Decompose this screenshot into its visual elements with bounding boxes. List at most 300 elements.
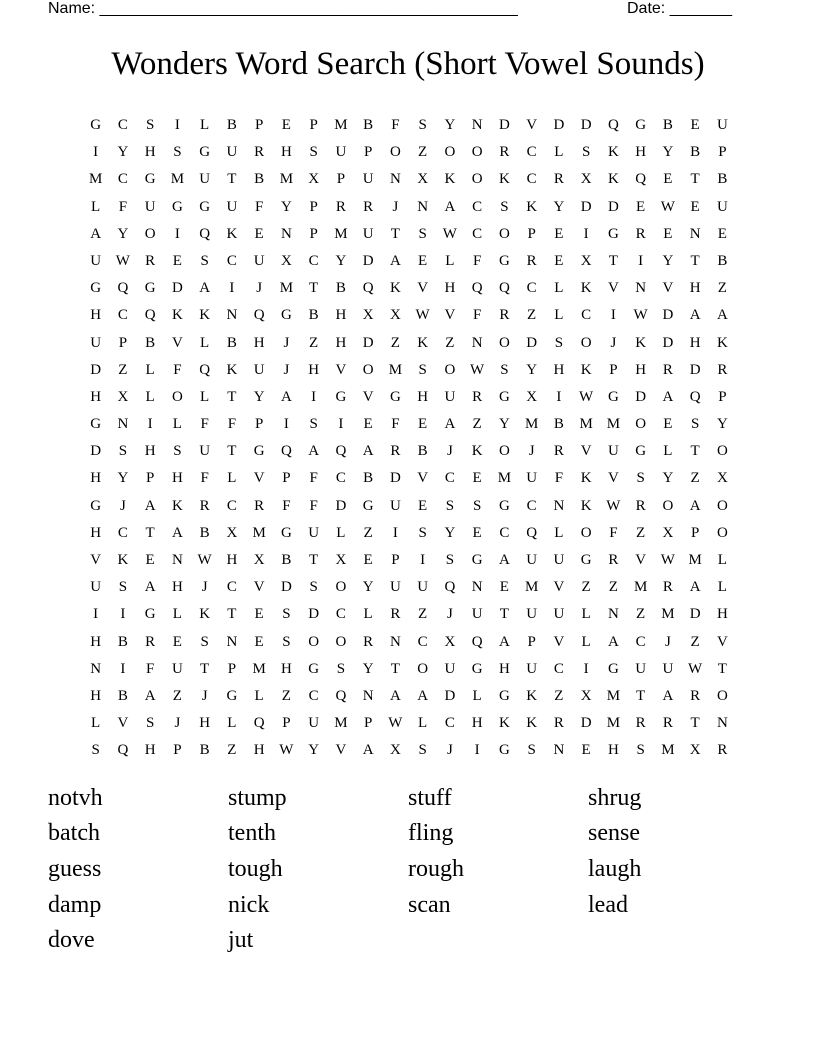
grid-letter: G [607,660,619,677]
grid-letter: G [144,171,156,188]
grid-letter: C [308,252,319,269]
grid-letter: C [472,225,483,242]
grid-letter: U [471,606,483,623]
grid-letter: V [607,470,619,487]
grid-letter: B [254,171,265,188]
grid-letter: G [90,497,102,514]
grid-letter: O [444,361,456,378]
grid-letter: M [334,117,348,133]
word-list-row [48,922,768,958]
grid-letter: K [498,171,510,188]
grid-letter: I [93,144,99,161]
grid-letter: I [583,660,589,677]
grid-letter: K [171,497,183,514]
grid-letter: G [607,225,619,242]
grid-letter: P [336,171,346,188]
grid-letter: H [635,144,647,161]
grid-letter: C [526,280,537,297]
grid-letter: Y [117,470,129,487]
grid-letter: U [335,144,347,161]
grid-letter: E [717,225,727,242]
grid-letter: M [252,524,266,541]
grid-letter: R [553,171,564,188]
grid-letter: W [197,552,212,568]
grid-row [82,112,738,139]
word-list-item: nick [228,891,270,918]
grid-letter: U [389,497,401,514]
grid-letter: Y [662,144,674,161]
grid-letter: Z [527,307,537,324]
grid-letter: K [171,307,183,324]
word-list-item: batch [48,820,100,847]
grid-row [82,384,738,411]
grid-letter: Q [362,280,374,297]
grid-letter: X [362,307,374,324]
grid-letter: E [145,552,155,568]
grid-letter: T [690,443,700,460]
grid-letter: U [553,606,565,623]
word-list-item: laugh [588,855,642,882]
grid-letter: Q [498,280,510,297]
grid-row [82,166,738,193]
grid-letter: N [553,742,565,759]
grid-row [82,302,738,329]
grid-letter: J [119,497,126,514]
page-title: Wonders Word Search (Short Vowel Sounds) [111,46,705,82]
grid-letter: Q [526,524,538,541]
grid-letter: V [580,443,592,460]
grid-letter: H [226,552,238,568]
grid-letter: S [118,579,128,596]
grid-letter: Q [635,171,647,188]
grid-letter: K [607,171,619,188]
grid-letter: E [418,497,428,514]
grid-letter: V [635,552,647,568]
grid-letter: H [90,388,102,405]
grid-letter: V [417,470,429,487]
grid-letter: R [662,361,673,378]
grid-letter: G [308,660,320,677]
grid-letter: X [580,687,592,704]
grid-letter: C [526,171,537,188]
grid-letter: D [580,715,592,732]
grid-letter: G [635,117,647,133]
word-list-item: jut [228,927,254,954]
grid-letter: H [253,334,265,351]
grid-letter: P [309,198,318,215]
grid-letter: H [90,307,102,324]
grid-letter: K [417,334,429,351]
grid-letter: A [417,687,429,704]
grid-letter: Q [335,687,347,704]
grid-letter: R [363,633,374,650]
grid-letter: X [580,171,592,188]
grid-letter: H [417,388,429,405]
grid-row [82,737,738,764]
grid-letter: E [172,633,182,650]
grid-letter: I [420,552,426,568]
grid-letter: G [389,388,401,405]
grid-row [82,683,738,710]
grid-letter: X [117,388,129,405]
grid-letter: L [172,416,182,433]
grid-letter: U [526,660,538,677]
grid-letter: A [389,687,401,704]
grid-letter: D [444,687,456,704]
grid-letter: A [607,633,619,650]
grid-letter: U [444,388,456,405]
word-list [48,780,768,958]
grid-letter: N [226,307,238,324]
grid-letter: E [254,606,264,623]
grid-letter: U [716,198,728,215]
word-list-row [48,816,768,852]
grid-letter: I [174,225,180,242]
grid-letter: R [390,606,401,623]
grid-letter: Z [554,687,564,704]
grid-letter: W [579,388,594,405]
grid-letter: A [362,443,374,460]
grid-letter: J [392,198,399,215]
grid-letter: L [554,144,564,161]
grid-letter: B [226,334,237,351]
grid-letter: W [633,307,648,324]
grid-letter: M [606,416,621,433]
grid-letter: A [389,252,401,269]
grid-row [82,438,738,465]
grid-letter: V [716,633,728,650]
grid-letter: R [526,252,537,269]
grid-letter: L [91,715,101,732]
grid-letter: A [498,633,510,650]
grid-letter: G [280,524,292,541]
grid-letter: M [279,171,294,188]
grid-letter: R [635,497,646,514]
grid-row [82,601,738,628]
grid-letter: W [660,198,675,215]
grid-letter: E [690,198,700,215]
grid-letter: H [90,470,102,487]
grid-letter: Z [390,334,400,351]
grid-letter: B [717,171,728,188]
grid-letter: V [526,117,538,133]
grid-letter: Q [471,633,483,650]
grid-letter: H [144,144,156,161]
grid-letter: N [716,715,728,732]
grid-letter: S [145,715,155,732]
grid-letter: S [200,252,209,269]
grid-letter: L [554,280,564,297]
grid-letter: C [635,633,646,650]
grid-letter: S [418,225,427,242]
grid-letter: R [635,225,646,242]
grid-letter: K [117,552,129,568]
grid-letter: N [607,606,619,623]
grid-letter: N [417,198,429,215]
grid-letter: U [90,579,102,596]
grid-letter: P [718,388,727,405]
grid-letter: K [580,470,592,487]
grid-letter: K [226,225,238,242]
grid-letter: V [171,334,183,351]
grid-letter: B [662,117,673,133]
grid-letter: J [610,334,617,351]
grid-letter: Z [717,280,727,297]
word-list-item: notvh [48,784,103,811]
grid-letter: B [690,144,701,161]
grid-letter: E [554,225,564,242]
grid-letter: E [499,579,509,596]
grid-letter: J [283,361,290,378]
grid-letter: E [636,198,646,215]
grid-letter: W [688,660,703,677]
grid-letter: I [283,416,289,433]
grid-letter: Z [445,334,455,351]
grid-letter: Y [308,742,320,759]
grid-letter: B [363,470,374,487]
grid-letter: R [690,687,701,704]
grid-letter: L [227,470,237,487]
grid-letter: U [362,171,374,188]
grid-letter: K [580,280,592,297]
grid-letter: G [90,117,102,133]
grid-letter: T [608,252,618,269]
grid-letter: P [254,117,264,133]
grid-letter: I [556,388,562,405]
grid-letter: M [633,579,648,596]
grid-letter: L [717,579,727,596]
grid-letter: M [661,606,675,623]
grid-letter: V [444,307,456,324]
grid-letter: C [226,252,237,269]
grid-letter: Y [335,252,347,269]
grid-letter: K [635,334,647,351]
grid-letter: B [199,524,210,541]
grid-letter: S [282,633,291,650]
word-list-item: stuff [408,784,452,811]
grid-letter: V [362,388,374,405]
grid-letter: Y [117,225,129,242]
grid-letter: V [662,280,674,297]
grid-row [82,493,738,520]
grid-letter: Z [608,579,618,596]
grid-letter: H [553,361,565,378]
grid-letter: T [227,606,237,623]
grid-letter: D [607,198,619,215]
grid-letter: I [392,524,398,541]
grid-letter: L [445,252,455,269]
grid-letter: F [282,497,291,514]
grid-letter: W [442,225,457,242]
grid-letter: T [717,660,727,677]
grid-letter: O [471,144,483,161]
grid-letter: G [280,307,292,324]
grid-letter: T [690,171,700,188]
grid-letter: J [174,715,181,732]
grid-letter: X [444,633,456,650]
grid-letter: V [335,742,347,759]
grid-letter: Y [362,660,374,677]
grid-letter: A [362,742,374,759]
grid-letter: K [498,715,510,732]
grid-letter: Z [690,633,700,650]
word-list-row [48,780,768,816]
grid-letter: R [390,443,401,460]
grid-letter: J [446,606,453,623]
grid-letter: Q [471,280,483,297]
grid-letter: X [389,307,401,324]
grid-letter: D [280,579,292,596]
grid-letter: C [117,524,128,541]
word-list-item: sense [588,820,640,847]
grid-letter: O [498,225,510,242]
grid-letter: G [635,443,647,460]
grid-letter: I [638,252,644,269]
grid-letter: E [363,552,373,568]
grid-letter: H [335,334,347,351]
grid-letter: W [115,252,130,269]
grid-letter: T [636,687,646,704]
grid-letter: O [580,524,592,541]
grid-letter: C [117,307,128,324]
grid-letter: D [689,606,701,623]
grid-letter: U [362,225,374,242]
grid-letter: C [417,633,428,650]
grid-letter: L [145,361,155,378]
grid-row [82,520,738,547]
grid-letter: S [418,117,427,133]
grid-letter: Y [117,144,129,161]
grid-letter: I [610,307,616,324]
grid-letter: X [253,552,265,568]
grid-letter: X [417,171,429,188]
grid-letter: L [145,388,155,405]
grid-letter: I [311,388,317,405]
grid-letter: W [388,715,403,732]
word-list-item: shrug [588,784,642,811]
grid-letter: S [418,524,427,541]
grid-letter: S [636,742,645,759]
word-list-item: fling [408,820,454,847]
grid-letter: Z [172,687,182,704]
grid-letter: J [283,334,290,351]
grid-letter: U [90,252,102,269]
grid-letter: H [90,633,102,650]
grid-letter: Y [662,252,674,269]
grid-letter: D [362,334,374,351]
grid-letter: R [254,144,265,161]
grid-letter: Q [335,443,347,460]
grid-letter: C [526,497,537,514]
grid-letter: H [280,660,292,677]
grid-letter: P [527,633,536,650]
grid-letter: C [472,198,483,215]
grid-letter: H [144,443,156,460]
grid-letter: Q [444,579,456,596]
grid-letter: D [662,334,674,351]
grid-letter: L [363,606,373,623]
grid-letter: J [201,687,208,704]
grid-letter: T [499,606,509,623]
grid-letter: E [172,252,182,269]
grid-letter: T [227,388,237,405]
grid-letter: O [335,633,347,650]
grid-letter: S [445,552,455,568]
grid-letter: A [662,388,674,405]
grid-letter: L [663,443,673,460]
grid-letter: S [173,443,182,460]
grid-letter: E [418,252,428,269]
grid-letter: H [689,280,701,297]
grid-letter: R [335,198,346,215]
grid-letter: U [253,252,265,269]
grid-letter: E [690,117,700,133]
grid-letter: L [200,334,210,351]
grid-letter: A [689,497,701,514]
grid-letter: K [580,361,592,378]
word-list-item: damp [48,891,102,918]
grid-letter: P [363,144,373,161]
grid-letter: T [227,443,237,460]
grid-letter: C [553,660,564,677]
grid-letter: L [581,633,591,650]
grid-letter: P [282,470,291,487]
grid-letter: F [200,416,209,433]
grid-letter: G [90,280,102,297]
grid-letter: M [279,280,294,297]
grid-letter: S [309,416,318,433]
word-list-item: guess [48,855,102,882]
grid-letter: A [144,687,156,704]
grid-letter: Y [662,470,674,487]
grid-row [82,221,738,248]
grid-letter: O [171,388,183,405]
grid-letter: L [418,715,428,732]
grid-letter: I [147,416,153,433]
grid-letter: O [716,497,728,514]
grid-row [82,357,738,384]
grid-letter: D [662,307,674,324]
grid-letter: N [553,497,565,514]
grid-letter: N [389,633,401,650]
grid-letter: B [308,307,319,324]
grid-letter: D [389,470,401,487]
grid-letter: N [389,171,401,188]
grid-letter: W [279,742,294,759]
grid-letter: R [199,497,210,514]
grid-letter: I [229,280,235,297]
name-field-label: Name: _______________________________________________ [48,0,518,17]
grid-letter: G [226,687,238,704]
grid-letter: T [690,715,700,732]
grid-letter: R [145,633,156,650]
grid-letter: W [415,307,430,324]
grid-letter: U [716,117,728,133]
grid-letter: E [254,633,264,650]
grid-letter: I [120,606,126,623]
grid-letter: F [609,524,618,541]
grid-letter: R [363,198,374,215]
grid-letter: N [117,416,129,433]
grid-letter: B [553,416,564,433]
grid-letter: K [580,497,592,514]
grid-letter: H [498,660,510,677]
grid-letter: Y [553,198,565,215]
grid-letter: R [553,443,564,460]
grid-letter: I [338,416,344,433]
grid-letter: H [335,307,347,324]
grid-letter: P [309,225,318,242]
